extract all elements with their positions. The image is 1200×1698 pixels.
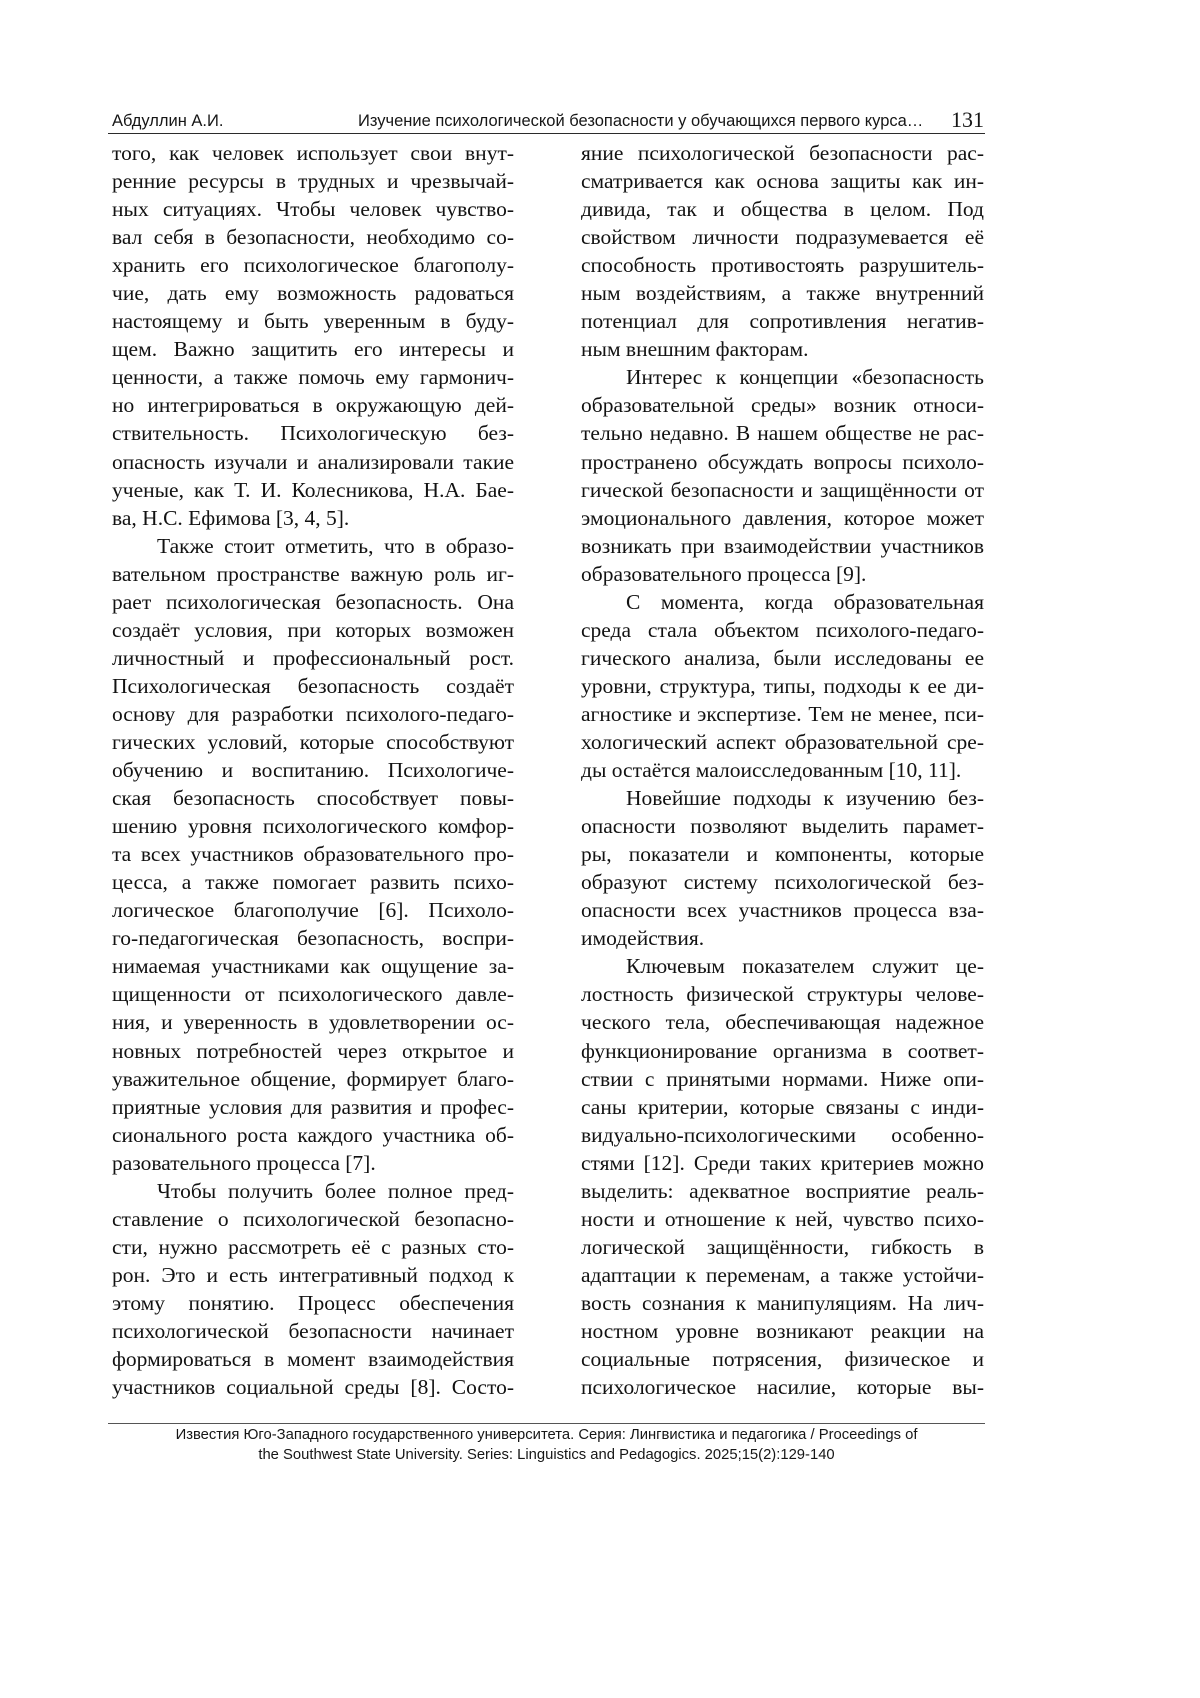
text-line: опасность изучали и анализировали такие bbox=[112, 449, 514, 474]
text-line: ствительность. Психологическую без- bbox=[112, 421, 514, 446]
left-column bbox=[112, 139, 514, 1401]
text-line: хранить его психологическое благополу- bbox=[112, 253, 514, 278]
text-line: Чтобы получить более полное пред- bbox=[157, 1178, 514, 1203]
text-line: лостность физической структуры челове- bbox=[581, 982, 984, 1007]
text-line: разовательного процесса [7]. bbox=[112, 1150, 376, 1175]
text-line: пространено обсуждать вопросы психоло- bbox=[581, 449, 984, 474]
text-line: гического анализа, были исследованы ее bbox=[581, 645, 984, 670]
text-line: психологическое насилие, которые вы- bbox=[581, 1375, 984, 1400]
text-line: видуально-психологическими особенно- bbox=[581, 1122, 984, 1147]
right-paragraph-5 bbox=[581, 952, 984, 1401]
text-line: стями [12]. Среди таких критериев можно bbox=[581, 1150, 984, 1175]
text-line: ствии с принятыми нормами. Ниже опи- bbox=[581, 1066, 984, 1091]
text-line: Также стоит отметить, что в образо- bbox=[157, 533, 514, 558]
text-line: уважительное общение, формирует благо- bbox=[112, 1066, 514, 1091]
text-line: дивида, так и общества в целом. Под bbox=[581, 197, 984, 222]
text-line: имодействия. bbox=[581, 926, 705, 951]
text-line: ценности, а также помочь ему гармонич- bbox=[112, 365, 514, 390]
page-number: 131 bbox=[951, 107, 984, 132]
footer-rule bbox=[108, 1423, 985, 1424]
footer-citation bbox=[108, 1426, 985, 1465]
text-line: адаптации к переменам, а также устойчи- bbox=[581, 1262, 984, 1287]
text-line: но интегрироваться в окружающую дей- bbox=[112, 393, 514, 418]
text-line: хологический аспект образовательной сре- bbox=[581, 729, 984, 754]
running-head-title: Изучение психологической безопасности у обучающихся первого курса… bbox=[358, 112, 924, 130]
text-line: ным воздействиям, а также внутренний bbox=[581, 281, 984, 306]
text-line: приятные условия для развития и профес- bbox=[112, 1094, 514, 1119]
text-line: чие, дать ему возможность радоваться bbox=[112, 281, 514, 306]
text-line: сти, нужно рассмотреть её с разных сто- bbox=[112, 1234, 514, 1259]
text-line: образовательного процесса [9]. bbox=[581, 561, 867, 586]
running-head-author: Абдуллин А.И. bbox=[112, 112, 224, 130]
text-line: вал себя в безопасности, необходимо со- bbox=[112, 225, 514, 250]
text-line: Новейшие подходы к изучению без- bbox=[626, 786, 984, 811]
right-paragraph-1 bbox=[581, 139, 984, 363]
text-line: эмоционального давления, которое может bbox=[581, 505, 984, 530]
text-line: вость сознания к манипуляциям. На лич- bbox=[581, 1290, 984, 1315]
text-line: уровни, структура, типы, подходы к ее ди- bbox=[581, 673, 984, 698]
text-line: образуют систему психологической без- bbox=[581, 870, 984, 895]
text-line: ных ситуациях. Чтобы человек чувство- bbox=[112, 197, 514, 222]
text-line: яние психологической безопасности рас- bbox=[581, 141, 984, 165]
text-line: рон. Это и есть интегративный подход к bbox=[112, 1262, 514, 1287]
text-line: опасности всех участников процесса вза- bbox=[581, 898, 984, 923]
text-line: вательном пространстве важную роль иг- bbox=[112, 561, 514, 586]
header-rule bbox=[108, 133, 985, 134]
right-paragraph-2 bbox=[581, 363, 984, 587]
left-paragraph-3 bbox=[112, 1177, 514, 1401]
text-line: шению уровня психологического комфор- bbox=[112, 814, 514, 839]
text-line: психологической безопасности начинает bbox=[112, 1318, 514, 1343]
footer-line-en: the Southwest State University. Series: Linguistics and Pedagogics. 2025;15(2):129-140 bbox=[258, 1446, 835, 1463]
right-paragraph-3 bbox=[581, 588, 984, 784]
text-line: ности и отношение к ней, чувство психо- bbox=[581, 1206, 984, 1231]
text-line: ученые, как Т. И. Колесникова, Н.А. Бае- bbox=[112, 477, 514, 502]
text-line: саны критерии, которые связаны с инди- bbox=[581, 1094, 984, 1119]
text-line: гических условий, которые способствуют bbox=[112, 729, 514, 754]
text-line: гической безопасности и защищённости от bbox=[581, 477, 984, 502]
text-line: ния, и уверенность в удовлетворении ос- bbox=[112, 1010, 514, 1035]
text-line: ставление о психологической безопасно- bbox=[112, 1206, 514, 1231]
right-paragraph-4 bbox=[581, 784, 984, 952]
text-line: тельно недавно. В нашем обществе не рас- bbox=[581, 421, 984, 446]
text-line: ностном уровне возникают реакции на bbox=[581, 1318, 984, 1343]
text-line: основу для разработки психолого-педаго- bbox=[112, 701, 514, 726]
text-line: го-педагогическая безопасность, воспри- bbox=[112, 926, 514, 951]
text-line: С момента, когда образовательная bbox=[626, 589, 984, 614]
text-line: ным внешним факторам. bbox=[581, 337, 809, 362]
text-line: новных потребностей через открытое и bbox=[112, 1038, 514, 1063]
text-line: ды остаётся малоисследованным [10, 11]. bbox=[581, 758, 962, 783]
text-line: личностный и профессиональный рост. bbox=[112, 645, 514, 670]
text-line: щищенности от психологического давле- bbox=[112, 982, 514, 1007]
text-line: цесса, а также помогает развить психо- bbox=[112, 870, 514, 895]
text-line: ренние ресурсы в трудных и чрезвычай- bbox=[112, 169, 514, 194]
text-line: опасности позволяют выделить парамет- bbox=[581, 814, 984, 839]
text-line: возникать при взаимодействии участников bbox=[581, 533, 984, 558]
left-paragraph-2 bbox=[112, 532, 514, 1177]
text-line: того, как человек использует свои внут- bbox=[112, 141, 514, 165]
text-line: Психологическая безопасность создаёт bbox=[112, 673, 514, 698]
text-line: ческого тела, обеспечивающая надежное bbox=[581, 1010, 984, 1035]
text-line: агностике и экспертизе. Тем не менее, пси- bbox=[581, 701, 984, 726]
text-line: образовательной среды» возник относи- bbox=[581, 393, 984, 418]
text-line: участников социальной среды [8]. Состо- bbox=[112, 1375, 514, 1400]
text-line: ры, показатели и компоненты, которые bbox=[581, 842, 984, 867]
text-line: среда стала объектом психолого-педаго- bbox=[581, 617, 984, 642]
right-column bbox=[581, 139, 984, 1401]
text-line: ская безопасность способствует повы- bbox=[112, 786, 514, 811]
text-line: обучению и воспитанию. Психологиче- bbox=[112, 758, 514, 783]
text-line: создаёт условия, при которых возможен bbox=[112, 617, 514, 642]
text-line: ва, Н.С. Ефимова [3, 4, 5]. bbox=[112, 505, 350, 530]
text-line: щем. Важно защитить его интересы и bbox=[112, 337, 514, 362]
text-line: выделить: адекватное восприятие реаль- bbox=[581, 1178, 984, 1203]
text-line: нимаемая участниками как ощущение за- bbox=[112, 954, 514, 979]
text-line: социальные потрясения, физическое и bbox=[581, 1347, 984, 1372]
text-line: свойством личности подразумевается её bbox=[581, 225, 984, 250]
text-line: Ключевым показателем служит це- bbox=[626, 954, 984, 979]
text-line: логическое благополучие [6]. Психоло- bbox=[112, 898, 514, 923]
text-line: этому понятию. Процесс обеспечения bbox=[112, 1290, 514, 1315]
text-line: формироваться в момент взаимодействия bbox=[112, 1347, 514, 1372]
text-line: рает психологическая безопасность. Она bbox=[112, 589, 514, 614]
text-line: та всех участников образовательного про- bbox=[112, 842, 514, 867]
text-line: потенциал для сопротивления негатив- bbox=[581, 309, 984, 334]
text-line: Интерес к концепции «безопасность bbox=[626, 365, 984, 390]
text-line: настоящему и быть уверенным в буду- bbox=[112, 309, 514, 334]
text-line: логической защищённости, гибкость в bbox=[581, 1234, 984, 1259]
text-line: сионального роста каждого участника об- bbox=[112, 1122, 514, 1147]
footer-line-ru: Известия Юго-Западного государственного университета. Серия: Лингвистика и педагогика / Proceedings of bbox=[175, 1427, 918, 1443]
left-paragraph-1 bbox=[112, 139, 514, 532]
text-line: способность противостоять разрушитель- bbox=[581, 253, 984, 278]
text-line: функционирование организма в соответ- bbox=[581, 1038, 984, 1063]
text-line: сматривается как основа защиты как ин- bbox=[581, 169, 984, 194]
